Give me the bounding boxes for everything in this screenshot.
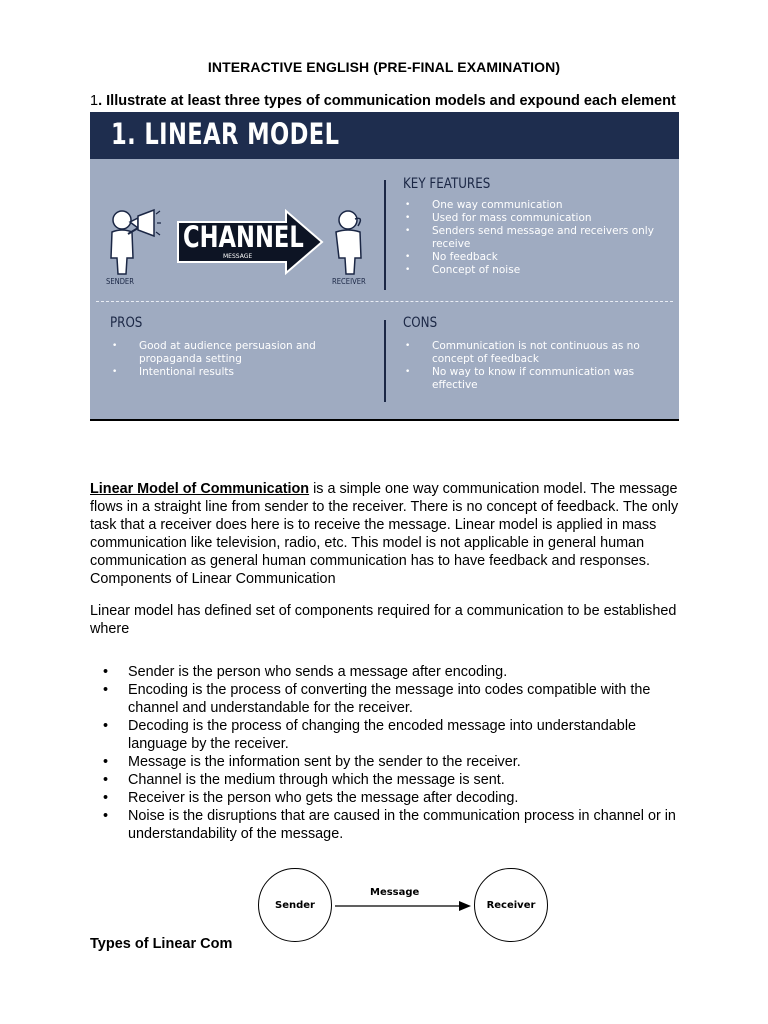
channel-word: CHANNEL <box>183 220 304 254</box>
vertical-divider-top <box>384 180 386 290</box>
vertical-divider-bottom <box>384 320 386 402</box>
component-item: • Sender is the person who sends a message after encoding. <box>90 663 690 681</box>
pros-item: • Intentional results <box>112 366 327 379</box>
component-item: • Receiver is the person who gets the message after decoding. <box>90 789 690 807</box>
key-feature-item: • No feedback <box>405 251 667 264</box>
infographic-header <box>90 112 679 159</box>
components-list <box>90 663 690 843</box>
sender-node: Sender <box>258 868 332 942</box>
component-item: • Noise is the disruptions that are caused in the communication process in channel or in understandability of the message. <box>90 807 690 843</box>
key-feature-item: • Used for mass communication <box>405 212 667 225</box>
linear-model-paragraph <box>90 480 680 588</box>
pros-item: • Good at audience persuasion and propaganda setting <box>112 340 327 366</box>
sender-person-icon <box>102 206 162 276</box>
infographic-bottom-rule <box>90 419 679 421</box>
receiver-person-icon <box>328 206 372 276</box>
components-intro-paragraph: Linear model has defined set of components required for a communication to be established where <box>90 603 677 637</box>
key-feature-item: • Concept of noise <box>405 264 667 277</box>
linear-model-description: is a simple one way communication model. The message flows in a straight line from sender to the receiver. There is no concept of feedback. The only task that a receiver does here is to receive the message. Linear model is applied in mass communication like television, radio, etc. This model is not applicable in general human communication as general human communication has to have feedback and responses. Components of Linear Communication <box>90 481 679 587</box>
component-item: • Message is the information sent by the sender to the receiver. <box>90 753 690 771</box>
infographic-title: 1. LINEAR MODEL <box>111 117 340 151</box>
question-number: 1 <box>90 93 99 109</box>
linear-model-infographic <box>90 112 679 419</box>
sender-label: SENDER <box>106 277 134 286</box>
message-arrow-icon <box>335 900 473 912</box>
cons-item: • No way to know if communication was effective <box>405 366 650 392</box>
question-1 <box>90 92 690 110</box>
component-item: • Decoding is the process of changing the encoded message into understandable language by the receiver. <box>90 717 690 753</box>
component-item: • Channel is the medium through which the message is sent. <box>90 771 690 789</box>
sender-receiver-diagram <box>258 868 554 944</box>
dashed-divider <box>96 301 673 302</box>
component-item: • Encoding is the process of converting the message into codes compatible with the channel and understandable for the receiver. <box>90 681 690 717</box>
message-word: MESSAGE <box>223 253 253 260</box>
key-feature-item: • One way communication <box>405 199 667 212</box>
key-features-title: KEY FEATURES <box>403 176 491 192</box>
question-text: . Illustrate at least three types of communication models and expound each element <box>98 93 676 109</box>
message-label: Message <box>370 887 420 898</box>
cons-item: • Communication is not continuous as no concept of feedback <box>405 340 650 366</box>
types-heading: Types of Linear Com <box>90 936 233 952</box>
document-title: INTERACTIVE ENGLISH (PRE-FINAL EXAMINATION) <box>207 59 561 75</box>
cons-title: CONS <box>403 315 438 331</box>
pros-title: PROS <box>110 315 143 331</box>
linear-model-term: Linear Model of Communication <box>90 481 310 497</box>
receiver-label: RECEIVER <box>332 277 366 286</box>
receiver-node: Receiver <box>474 868 548 942</box>
pros-list <box>112 340 327 379</box>
cons-list <box>405 340 650 392</box>
key-features-list <box>405 199 667 277</box>
key-feature-item: • Senders send message and receivers only receive <box>405 225 667 251</box>
